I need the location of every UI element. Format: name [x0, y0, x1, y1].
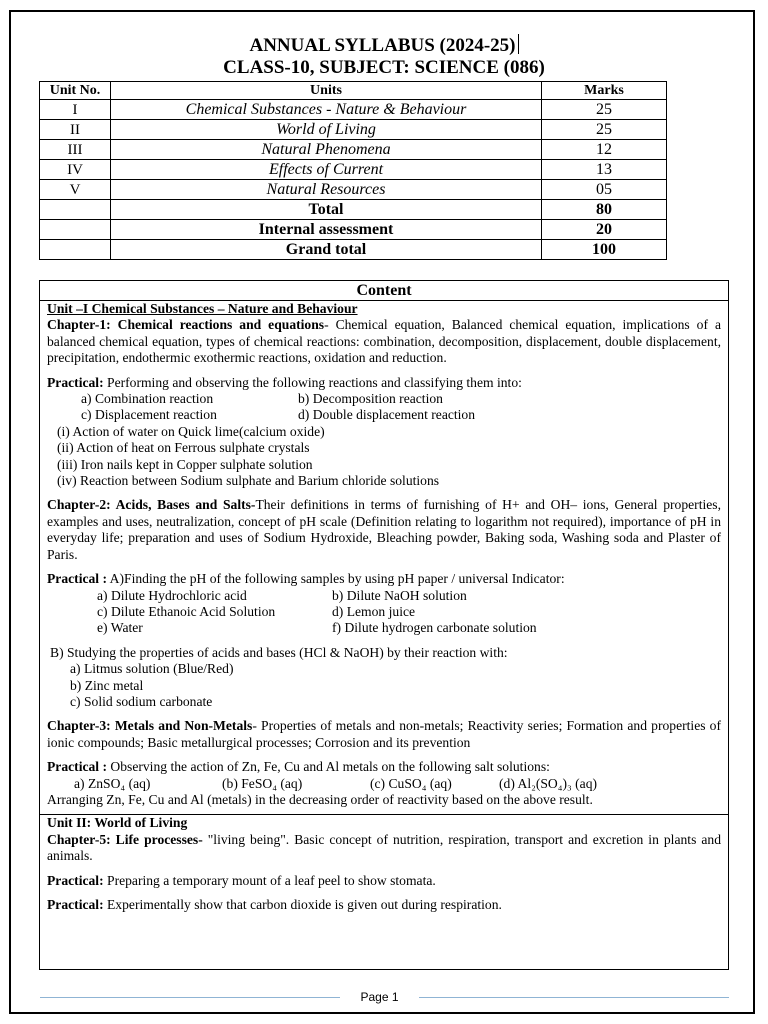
salt-item: (b) FeSO₄ (aq): [222, 775, 303, 791]
grand-total-value: 100: [542, 240, 667, 260]
practical-1-options-row: [47, 407, 721, 423]
chapter-1-paragraph: Chapter-1: Chemical reactions and equations- Chemical equation, Balanced chemical equation, implications of a balanced chemical equation, types of chemical reactions: combination, decomposition, displacement, double displacement, precipitation, endothermic exothermic reactions, oxidation and reduction.: [47, 317, 722, 366]
salt-item: (c) CuSO₄ (aq): [370, 775, 452, 791]
unit-no: II: [40, 120, 111, 140]
unit-name: Natural Phenomena: [111, 140, 542, 160]
chapter-1-title: Chapter-1: Chemical reactions and equations: [47, 317, 325, 333]
table-row: [40, 100, 667, 120]
list-item: (ii) Action of heat on Ferrous sulphate crystals: [57, 440, 310, 456]
chapter-3-title: Chapter-3: Metals and Non-Metals: [47, 718, 253, 734]
list-item: (iv) Reaction between Sodium sulphate and Barium chloride solutions: [57, 473, 440, 489]
content-heading: Content: [40, 281, 728, 301]
practical-2b-items: [47, 661, 721, 710]
unit-marks: 12: [542, 140, 667, 160]
option: c) Displacement reaction: [81, 407, 217, 423]
salt-solutions-row: [47, 776, 721, 792]
practical-1-intro: Practical: Performing and observing the following reactions and classifying them into:: [47, 374, 522, 390]
practical-3-intro: Practical : Observing the action of Zn, Fe, Cu and Al metals on the following salt solutions:: [47, 759, 550, 775]
option: f) Dilute hydrogen carbonate solution: [332, 620, 537, 636]
list-item: (i) Action of water on Quick lime(calcium oxide): [57, 423, 325, 439]
salt-item: a) ZnSO₄ (aq): [74, 775, 151, 791]
text-cursor: [518, 34, 519, 54]
unit-name: World of Living: [111, 120, 542, 140]
practical-2-options-row: [47, 620, 721, 636]
option: a) Dilute Hydrochloric acid: [97, 587, 247, 603]
table-row: [40, 160, 667, 180]
option: b) Decomposition reaction: [298, 391, 443, 407]
option: b) Dilute NaOH solution: [332, 587, 467, 603]
practical-2-options-row: [47, 588, 721, 604]
list-item: (iii) Iron nails kept in Copper sulphate solution: [57, 456, 313, 472]
total-label: Total: [111, 200, 542, 220]
practical-6: Practical: Experimentally show that carbon dioxide is given out during respiration.: [47, 897, 502, 912]
option: d) Double displacement reaction: [298, 407, 476, 423]
unit-name: Chemical Substances - Nature & Behaviour: [111, 100, 542, 120]
table-row: [40, 140, 667, 160]
practical-1-items: [47, 424, 721, 490]
unit-no: III: [40, 140, 111, 160]
total-row: [40, 200, 667, 220]
table-header-row: [40, 82, 667, 100]
internal-assessment-row: [40, 220, 667, 240]
list-item: b) Zinc metal: [70, 677, 144, 693]
practical-5: Practical: Preparing a temporary mount of a leaf peel to show stomata.: [47, 872, 436, 888]
footer-rule-left: [40, 997, 340, 998]
internal-label: Internal assessment: [111, 220, 542, 240]
table-row: [40, 180, 667, 200]
unit-no: I: [40, 100, 111, 120]
chapter-5-paragraph: Chapter-5: Life processes- "living being". Basic concept of nutrition, respiration, transport and excretion in plants and animals.: [47, 831, 721, 864]
chapter-5-title: Chapter-5: Life processes-: [47, 831, 203, 847]
chapter-3-paragraph: Chapter-3: Metals and Non-Metals- Properties of metals and non-metals; Reactivity series; Formation and properties of ionic compounds; Basic metallurgical processes; Corrosion and its prevention: [47, 718, 722, 750]
practical-1-options-row: [47, 391, 721, 407]
syllabus-title: ANNUAL SYLLABUS (2024-25): [0, 34, 768, 57]
unit-2-section: [40, 814, 728, 913]
table-row: [40, 120, 667, 140]
option: a) Combination reaction: [81, 391, 214, 407]
unit-1-title: Unit –I Chemical Substances – Nature and Behaviour: [47, 301, 358, 316]
grand-total-row: [40, 240, 667, 260]
practical-2-options-row: [47, 604, 721, 620]
chapter-2-paragraph: Chapter-2: Acids, Bases and Salts-Their definitions in terms of furnishing of H+ and OH– ions, General properties, examples and uses, neutralization, concept of pH scale (Definition relating to logarithm not required), importance of pH in everyday life; preparation and uses of Sodium Hydroxide, Bleaching powder, Baking soda, Washing soda and Plaster of Paris.: [47, 497, 721, 562]
practical-3-result: Arranging Zn, Fe, Cu and Al (metals) in the decreasing order of reactivity based on the above result.: [47, 791, 593, 807]
page-number: Page 1: [360, 990, 399, 1004]
list-item: c) Solid sodium carbonate: [70, 693, 213, 709]
chapter-2-title: Chapter-2: Acids, Bases and Salts-: [47, 497, 256, 513]
unit-marks: 25: [542, 100, 667, 120]
class-subject-title: CLASS-10, SUBJECT: SCIENCE (086): [223, 57, 545, 78]
unit-name: Natural Resources: [111, 180, 542, 200]
unit-no: V: [40, 180, 111, 200]
marks-table: [39, 81, 667, 260]
internal-value: 20: [542, 220, 667, 240]
grand-total-label: Grand total: [111, 240, 542, 260]
unit-marks: 05: [542, 180, 667, 200]
unit-marks: 13: [542, 160, 667, 180]
header-marks: Marks: [542, 82, 667, 100]
footer-rule-right: [419, 997, 729, 998]
practical-2-intro: Practical : A)Finding the pH of the following samples by using pH paper / universal Indicator:: [47, 571, 565, 587]
total-value: 80: [542, 200, 667, 220]
option: e) Water: [97, 620, 143, 636]
list-item: a) Litmus solution (Blue/Red): [70, 661, 234, 677]
option: d) Lemon juice: [332, 603, 416, 619]
unit-1-section: [40, 301, 728, 808]
unit-marks: 25: [542, 120, 667, 140]
option: c) Dilute Ethanoic Acid Solution: [97, 603, 276, 619]
unit-name: Effects of Current: [111, 160, 542, 180]
practical-2b-intro: B) Studying the properties of acids and bases (HCl & NaOH) by their reaction with:: [50, 644, 508, 660]
unit-2-title: Unit II: World of Living: [47, 815, 188, 831]
content-box: [39, 280, 729, 970]
header-unit-no: Unit No.: [40, 82, 111, 100]
salt-item: (d) Al₂(SO₄)₃ (aq): [499, 775, 598, 791]
header-units: Units: [111, 82, 542, 100]
unit-no: IV: [40, 160, 111, 180]
